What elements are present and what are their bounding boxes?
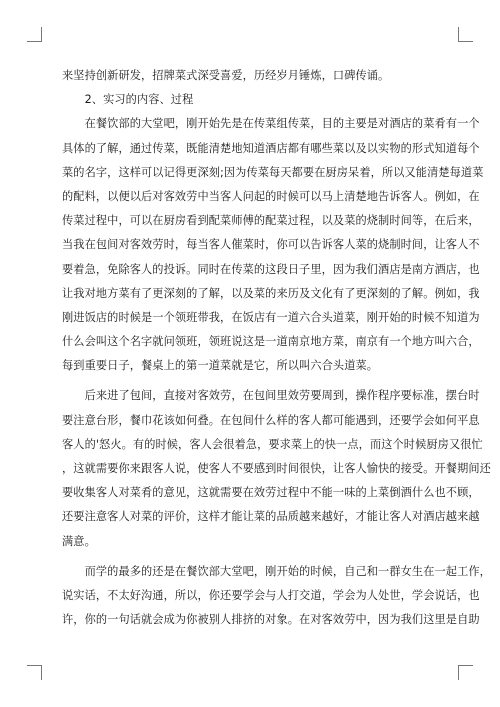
paragraph (62, 384, 491, 553)
text-line: 说实话，不太好沟通，所以，你还要学会与人打交道，学会为人处世，学会说话，也 (62, 588, 480, 602)
crop-mark-top-left (27, 27, 42, 42)
text-line: 每到重要日子，餐桌上的第一道菜就是它，所以叫六合头道菜。 (62, 359, 379, 373)
crop-mark-top-right (458, 27, 473, 42)
text-line: 在餐饮部的大堂吧，刚开始先是在传菜组传菜，目的主要是对酒店的菜肴有一个 (62, 117, 480, 131)
text-line: 传菜过程中，可以在厨房看到配菜师傅的配菜过程，以及菜的烧制时间等，在后来， (62, 214, 480, 228)
text-line: 要着急，免除客人的投诉。同时在传菜的这段日子里，因为我们酒店是南方酒店，也 (62, 262, 480, 276)
text-line: 2、实习的内容、过程 (62, 93, 194, 107)
text-line: 要注意台形，餐巾花该如何叠。在包间什么样的客人都可能遇到，还要学会如何平息 (62, 413, 480, 427)
text-line: 当我在包间对客效劳时，每当客人催菜时，你可以告诉客人菜的烧制时间，让客人不 (62, 238, 480, 252)
document-body (62, 64, 491, 632)
paragraph (62, 88, 442, 112)
text-line: ，这就需要你来跟客人说，使客人不要感到时间很快，让客人愉快的接受。开餐期间还 (62, 462, 491, 475)
crop-mark-bottom-left (27, 665, 42, 680)
crop-mark-bottom-right (458, 665, 473, 680)
text-line: 的配料，以便以后对客效劳中当客人问起的时候可以马上清楚地告诉客人。例如，在 (62, 189, 480, 203)
text-line: 后来进了包间，直接对客效劳，在包间里效劳要周到，操作程序要标准，摆台时 (62, 389, 480, 403)
text-line: 刚进饭店的时候是一个领班带我，在饭店有一道六合头道菜，刚开始的时候不知道为 (62, 310, 480, 324)
text-line: 菜的名字，这样可以记得更深刻;因为传菜每天都要在厨房呆着，所以又能清楚每道菜 (62, 165, 484, 179)
paragraph (62, 112, 484, 378)
text-line: 让我对地方菜有了更深刻的了解，以及菜的来历及文化有了更深刻的了解。例如，我 (62, 286, 480, 300)
text-line: 而学的最多的还是在餐饮部大堂吧，刚开始的时候，自己和一群女生在一起工作， (62, 564, 491, 578)
text-line: 客人的'怒火。有的时候，客人会很着急，要求菜上的快一点，而这个时候厨房又很忙 (62, 437, 483, 451)
text-line: 许，你的一句话就会成为你被别人排挤的对象。在对客效劳中，因为我们这里是自助 (62, 613, 480, 627)
text-line: 还要注意客人对菜的评价，这样才能让菜的品质越来越好，才能让客人对酒店越来越 (62, 510, 480, 524)
text-line: 满意。 (62, 534, 96, 548)
text-line: 来坚持创新研发，招牌菜式深受喜爱，历经岁月锤炼，口碑传诵。 (62, 69, 390, 82)
paragraph (62, 64, 442, 88)
text-line: 具体的了解，通过传菜，既能清楚地知道酒店都有哪些菜以及以实物的形式知道每个 (62, 141, 480, 155)
text-line: 要收集客人对菜肴的意见，这就需要在效劳过程中不能一味的上菜倒酒什么也不顾， (62, 486, 480, 500)
text-line: 什么会叫这个名字就问领班，领班说这是一道南京地方菜，南京有一个地方叫六合， (62, 335, 480, 349)
paragraph (62, 560, 491, 633)
